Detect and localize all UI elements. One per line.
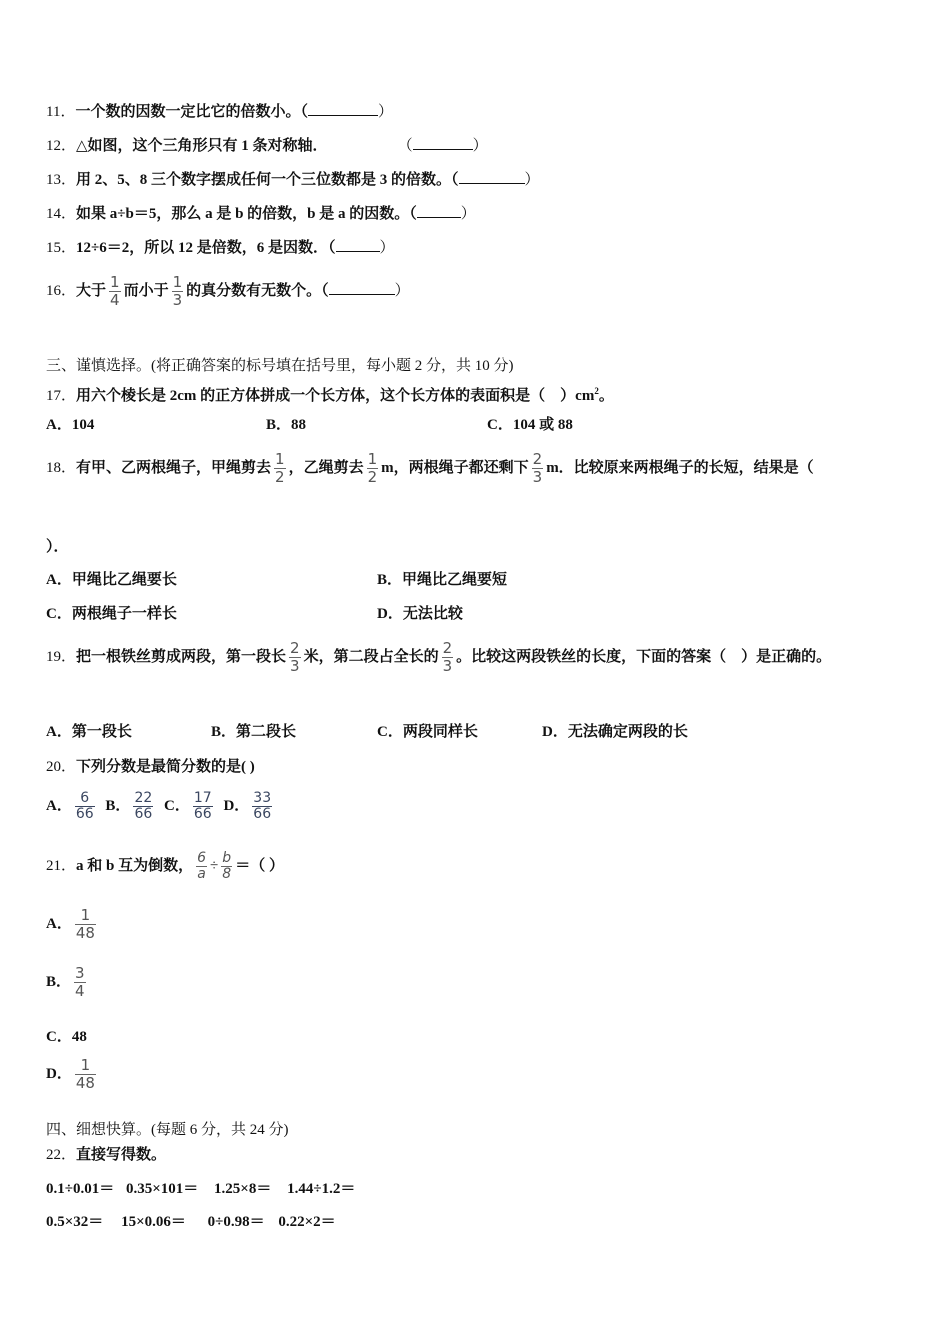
close-paren: ） <box>379 240 395 256</box>
q18-option-b[interactable]: B．甲绳比乙绳要短 <box>377 572 508 588</box>
question-22 <box>46 1146 166 1164</box>
question-16 <box>46 274 410 309</box>
question-number: 15． <box>46 240 77 256</box>
question-number: 19． <box>46 649 77 665</box>
fraction-two-thirds: $\frac{2}{3}$ <box>532 450 543 487</box>
question-text: 如果 a÷b＝5，那么 a 是 b 的倍数，b 是 a 的因数。（ <box>76 206 417 222</box>
question-text: △如图，这个三角形只有 1 条对称轴． <box>76 138 328 154</box>
calc-item[interactable]: 0.1÷0.01＝ <box>46 1181 115 1197</box>
question-21 <box>46 846 284 886</box>
question-text: 下列分数是最简分数的是( ) <box>76 759 255 775</box>
q19-option-c[interactable]: C．两段同样长 <box>377 724 478 740</box>
fraction: $\frac{22}{66}$ <box>134 790 153 823</box>
calc-item[interactable]: 0.35×101＝ <box>125 1181 199 1197</box>
question-text: 一个数的因数一定比它的倍数小。（ <box>75 104 308 120</box>
open-paren: （ <box>397 138 413 154</box>
section-4-title: 四、细想快算。(每题 6 分，共 24 分) <box>46 1122 289 1138</box>
question-11 <box>46 103 393 121</box>
question-number: 16． <box>46 283 77 299</box>
fraction-one-quarter: $\frac{1}{4}$ <box>110 273 120 310</box>
answer-blank[interactable] <box>413 137 473 150</box>
question-text: 12÷6＝2，所以 12 是倍数，6 是因数．（ <box>76 240 336 256</box>
q20-options <box>46 786 275 826</box>
question-number: 20． <box>46 759 77 775</box>
question-text: m，两根绳子都还剩下 <box>381 460 529 476</box>
question-12 <box>46 137 488 155</box>
question-17 <box>46 382 614 405</box>
q21-option-a[interactable]: A． $\frac{1}{48}$ <box>46 906 95 943</box>
calc-item[interactable]: 0÷0.98＝ <box>207 1214 265 1230</box>
q18-option-d[interactable]: D．无法比较 <box>377 606 463 622</box>
q22-row-2 <box>46 1213 336 1231</box>
answer-blank[interactable] <box>417 205 461 218</box>
fraction-two-thirds: $\frac{2}{3}$ <box>442 639 453 676</box>
question-19 <box>46 640 831 675</box>
q19-option-d[interactable]: D．无法确定两段的长 <box>542 724 688 740</box>
question-text: a 和 b 互为倒数， <box>76 858 194 874</box>
question-number: 12． <box>46 138 77 154</box>
q22-row-1 <box>46 1180 355 1198</box>
section-3-title: 三、谨慎选择。(将正确答案的标号填在括号里，每小题 2 分，共 10 分) <box>46 358 514 374</box>
q20-option-a[interactable]: A． $\frac{6}{66}$ <box>46 790 94 823</box>
divide-sign: ÷ <box>210 858 219 874</box>
close-paren: ） <box>377 104 393 120</box>
q17-option-b[interactable]: B．88 <box>266 417 307 433</box>
question-number: 21． <box>46 858 77 874</box>
fraction: $\frac{1}{48}$ <box>75 906 95 943</box>
superscript: 2 <box>594 386 599 396</box>
question-text: 把一根铁丝剪成两段，第一段长 <box>76 649 287 665</box>
question-number: 11． <box>46 104 76 120</box>
question-text: 有甲、乙两根绳子，甲绳剪去 <box>76 460 272 476</box>
calc-item[interactable]: 0.5×32＝ <box>46 1214 104 1230</box>
q19-option-a[interactable]: A．第一段长 <box>46 724 132 740</box>
question-text: 直接写得数。 <box>76 1147 167 1163</box>
fraction-b-over-eight: $\frac{b}{8}$ <box>222 850 232 883</box>
question-14 <box>46 205 476 223</box>
q21-option-d[interactable]: D． $\frac{1}{48}$ <box>46 1056 95 1093</box>
fraction: $\frac{3}{4}$ <box>75 964 85 1001</box>
fraction-one-half: $\frac{1}{2}$ <box>367 450 378 487</box>
fraction: $\frac{1}{48}$ <box>75 1056 95 1093</box>
question-18-continued: ）． <box>46 539 69 555</box>
answer-blank[interactable] <box>459 171 525 184</box>
question-15 <box>46 239 395 257</box>
question-number: 13． <box>46 172 77 188</box>
question-number: 17． <box>46 388 77 404</box>
question-text: ，乙绳剪去 <box>288 460 364 476</box>
close-paren: ） <box>472 138 488 154</box>
calc-item[interactable]: 1.25×8＝ <box>214 1181 272 1197</box>
question-number: 22． <box>46 1147 77 1163</box>
q20-option-c[interactable]: C． $\frac{17}{66}$ <box>164 790 212 823</box>
question-text: 用 2、5、8 三个数字摆成任何一个三位数都是 3 的倍数。（ <box>76 172 459 188</box>
fraction-one-half: $\frac{1}{2}$ <box>275 450 285 487</box>
calc-item[interactable]: 0.22×2＝ <box>278 1214 336 1230</box>
q18-option-a[interactable]: A．甲绳比乙绳要长 <box>46 572 177 588</box>
question-text: 用六个棱长是 2cm 的正方体拼成一个长方体，这个长方体的表面积是（ ）cm <box>76 388 595 404</box>
close-paren: ） <box>394 283 410 299</box>
answer-blank[interactable] <box>336 239 380 252</box>
close-paren: ） <box>524 172 540 188</box>
q17-option-c[interactable]: C．104 或 88 <box>487 417 573 433</box>
answer-blank[interactable] <box>308 103 378 116</box>
fraction-two-thirds: $\frac{2}{3}$ <box>290 639 300 676</box>
fraction-one-third: $\frac{1}{3}$ <box>172 273 183 310</box>
calc-item[interactable]: 15×0.06＝ <box>121 1214 186 1230</box>
fraction: $\frac{17}{66}$ <box>193 790 212 823</box>
q20-option-d[interactable]: D． $\frac{33}{66}$ <box>223 790 272 823</box>
calc-item[interactable]: 1.44÷1.2＝ <box>287 1181 356 1197</box>
q19-option-b[interactable]: B．第二段长 <box>211 724 297 740</box>
question-text: m．比较原来两根绳子的长短，结果是（ <box>546 460 814 476</box>
question-text: 米，第二段占全长的 <box>303 649 439 665</box>
q21-option-b[interactable]: B． $\frac{3}{4}$ <box>46 964 85 1001</box>
question-number: 14． <box>46 206 77 222</box>
question-13 <box>46 171 540 189</box>
close-paren: ） <box>460 206 476 222</box>
question-text: 而小于 <box>123 283 169 299</box>
question-text: 大于 <box>76 283 107 299</box>
fraction: $\frac{6}{66}$ <box>75 790 94 823</box>
question-number: 18． <box>46 460 77 476</box>
q20-option-b[interactable]: B． $\frac{22}{66}$ <box>105 790 153 823</box>
question-text: 。 <box>598 388 614 404</box>
answer-blank[interactable] <box>329 282 395 295</box>
q18-option-c[interactable]: C．两根绳子一样长 <box>46 606 177 622</box>
question-text: 。比较这两段铁丝的长度，下面的答案（ ）是正确的。 <box>456 649 832 665</box>
question-text: ＝（ ） <box>235 858 284 874</box>
question-text: 的真分数有无数个。（ <box>186 283 329 299</box>
question-18 <box>46 451 814 486</box>
question-20 <box>46 758 255 776</box>
fraction: $\frac{33}{66}$ <box>253 790 272 823</box>
fraction-six-over-a: $\frac{6}{a}$ <box>197 850 207 883</box>
q21-option-c[interactable]: C．48 <box>46 1029 87 1045</box>
q17-option-a[interactable]: A．104 <box>46 417 95 433</box>
